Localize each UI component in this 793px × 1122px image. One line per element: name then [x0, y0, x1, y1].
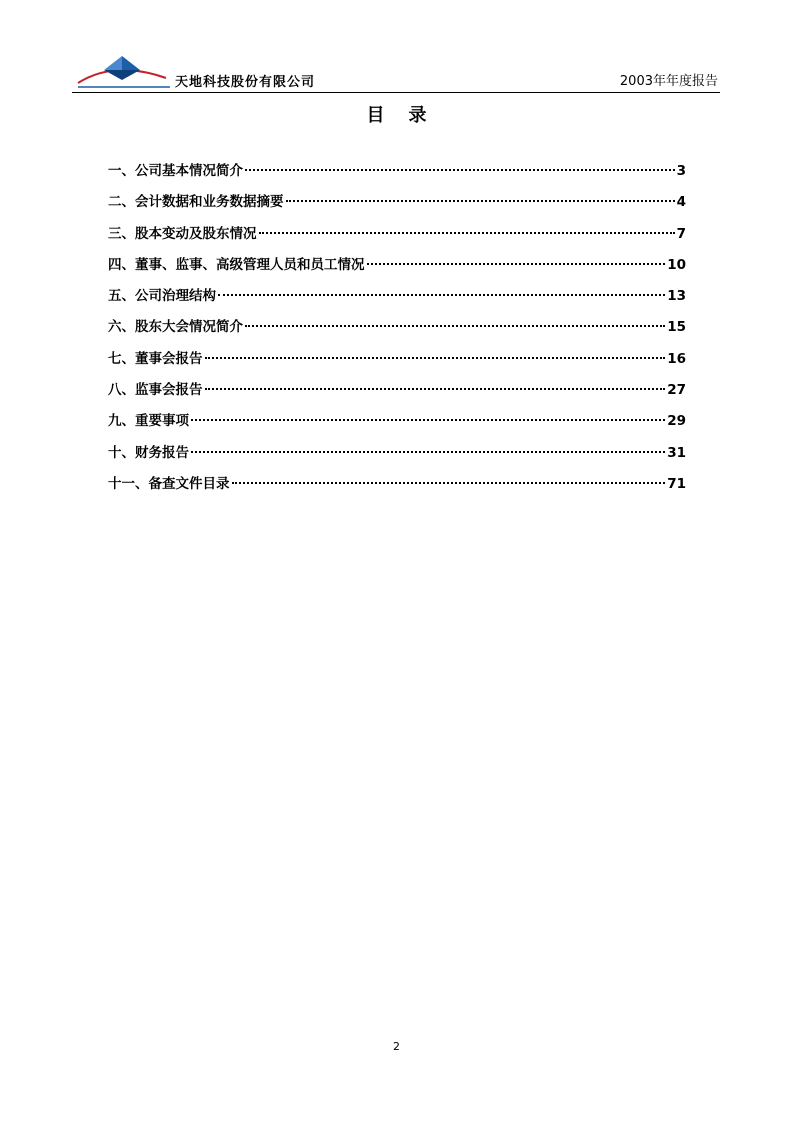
page-number-footer: 2 — [393, 1040, 400, 1053]
toc-entry[interactable] — [108, 346, 686, 377]
toc-entry-title: 九、重要事项 — [108, 413, 189, 430]
toc-leader — [259, 232, 675, 234]
toc-leader — [218, 294, 665, 296]
toc-entry[interactable] — [108, 471, 686, 502]
toc-leader — [205, 357, 666, 359]
toc-entry-title: 五、公司治理结构 — [108, 288, 216, 305]
toc-leader — [232, 482, 666, 484]
toc-entry[interactable] — [108, 377, 686, 408]
logo-diamond-bottom — [104, 70, 140, 80]
toc-page-number: 71 — [667, 475, 686, 492]
toc-title: 目录 — [366, 105, 451, 126]
toc-page-number: 27 — [667, 382, 686, 399]
toc-page-number: 16 — [667, 350, 686, 367]
toc-leader — [245, 169, 675, 171]
toc-page-number: 7 — [676, 225, 686, 242]
table-of-contents — [108, 158, 686, 502]
logo-diamond-left — [104, 56, 122, 70]
toc-page-number: 29 — [667, 413, 686, 430]
toc-entry[interactable] — [108, 158, 686, 189]
report-title: 2003年年度报告 — [619, 74, 718, 89]
page-header — [72, 52, 720, 93]
toc-entry[interactable] — [108, 252, 686, 283]
toc-leader — [367, 263, 666, 265]
toc-entry-title: 十、财务报告 — [108, 444, 189, 461]
toc-entry[interactable] — [108, 440, 686, 471]
toc-page-number: 15 — [667, 319, 686, 336]
toc-page-number: 31 — [667, 444, 686, 461]
toc-entry[interactable] — [108, 408, 686, 439]
toc-entry[interactable] — [108, 221, 686, 252]
toc-entry-title: 六、股东大会情况简介 — [108, 319, 243, 336]
toc-entry-title: 一、公司基本情况简介 — [108, 163, 243, 179]
toc-entry-title: 八、监事会报告 — [108, 382, 203, 399]
toc-entry-title: 七、董事会报告 — [108, 350, 203, 367]
toc-page-number: 3 — [676, 163, 686, 179]
toc-entry-title: 二、会计数据和业务数据摘要 — [108, 194, 284, 211]
toc-entry-title: 十一、备查文件目录 — [108, 475, 230, 492]
toc-leader — [245, 325, 665, 327]
toc-leader — [286, 200, 675, 202]
toc-leader — [191, 451, 665, 453]
toc-leader — [205, 388, 666, 390]
toc-entry-title: 三、股本变动及股东情况 — [108, 225, 257, 242]
toc-leader — [191, 419, 665, 421]
toc-page-number: 4 — [676, 194, 686, 211]
company-logo-icon — [74, 54, 174, 90]
toc-entry[interactable] — [108, 189, 686, 220]
toc-page-number: 10 — [667, 256, 686, 273]
logo-diamond-top — [122, 56, 140, 70]
toc-entry[interactable] — [108, 314, 686, 345]
toc-page-number: 13 — [667, 288, 686, 305]
toc-entry[interactable] — [108, 283, 686, 314]
company-name: 天地科技股份有限公司 — [175, 75, 316, 90]
toc-entry-title: 四、董事、监事、高级管理人员和员工情况 — [108, 256, 365, 273]
